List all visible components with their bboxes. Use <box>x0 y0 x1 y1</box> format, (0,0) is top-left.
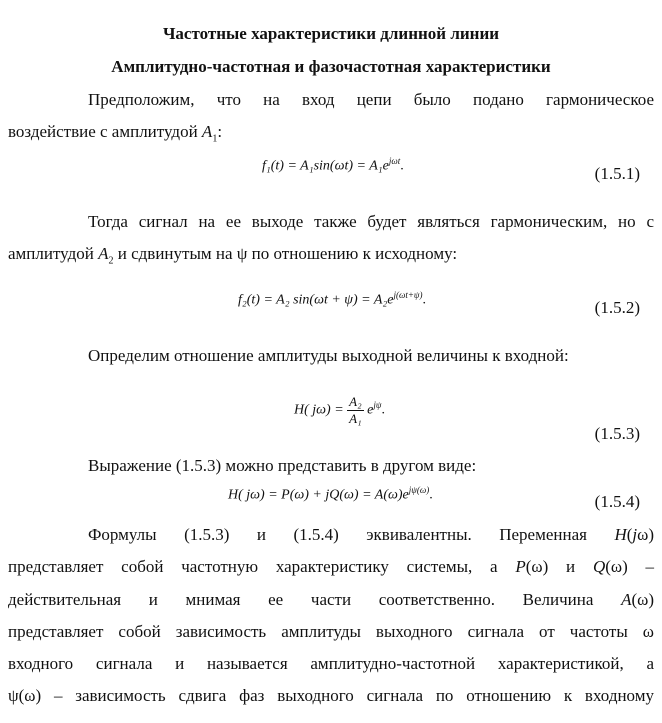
paragraph-4: Выражение (1.5.3) можно представить в другом виде: <box>88 456 477 475</box>
section-title: Частотные характеристики длинной линии <box>162 24 500 43</box>
paragraph-1-line-2: воздействие с амплитудой $A_1$: <box>8 122 223 145</box>
equation-1: $f_1(t) = A_1\sin(\omega t) = A_1e^{j\omega t}$. <box>262 156 404 174</box>
paragraph-5-line-6: ψ(ω) – зависимость сдвига фаз выходного сигнала по отношению к входному <box>8 686 654 705</box>
equation-1-number: (1.5.1) <box>594 164 640 183</box>
equation-3-number: (1.5.3) <box>594 424 640 443</box>
paragraph-5-line-4: представляет собой зависимость амплитуды выходного сигнала от частоты ω <box>8 622 654 641</box>
paragraph-5-line-3: действительная и мнимая ее части соответственно. Величина A(ω) <box>8 590 654 609</box>
paragraph-5-line-1: Формулы (1.5.3) и (1.5.4) эквивалентны. Переменная H(jω) <box>88 525 654 544</box>
equation-2-number: (1.5.2) <box>594 298 640 317</box>
equation-4-number: (1.5.4) <box>594 492 640 511</box>
equation-4: H( $j\omega) = P(\omega) + jQ(\omega) = A(\omega)e^{j\psi(\omega)}$. <box>228 485 433 503</box>
paragraph-2-line-2: амплитудой $A_2$ и сдвинутым на ψ по отношению к исходному: <box>8 244 458 267</box>
paragraph-3: Определим отношение амплитуды выходной величины к входной: <box>88 346 569 365</box>
equation-2: f₂(t) = A₂ $\sin(\omega t + \psi) = A_2e^{j(\omega t+\psi)}$. <box>238 290 427 308</box>
subsection-title: Амплитудно-частотная и фазочастотная характеристики <box>111 57 551 76</box>
paragraph-1-line-1: Предположим, что на вход цепи было подано гармоническое <box>88 90 654 109</box>
paragraph-2-line-1: Тогда сигнал на ее выходе также будет являться гармоническим, но с <box>88 212 654 231</box>
paragraph-5-line-2: представляет собой частотную характеристику системы, а P(ω) и Q(ω) – <box>8 557 655 576</box>
equation-3: H( jω) = $\frac{\text{A₂}}{\text{A₁}}$ $e^{j\psi}$. <box>294 394 385 426</box>
equation-3-fraction: $\frac{\text{A₂}}{\text{A₁}}$ <box>349 394 362 426</box>
paragraph-5-line-5: входного сигнала и называется амплитудно-частотной характеристикой, а <box>8 654 654 673</box>
